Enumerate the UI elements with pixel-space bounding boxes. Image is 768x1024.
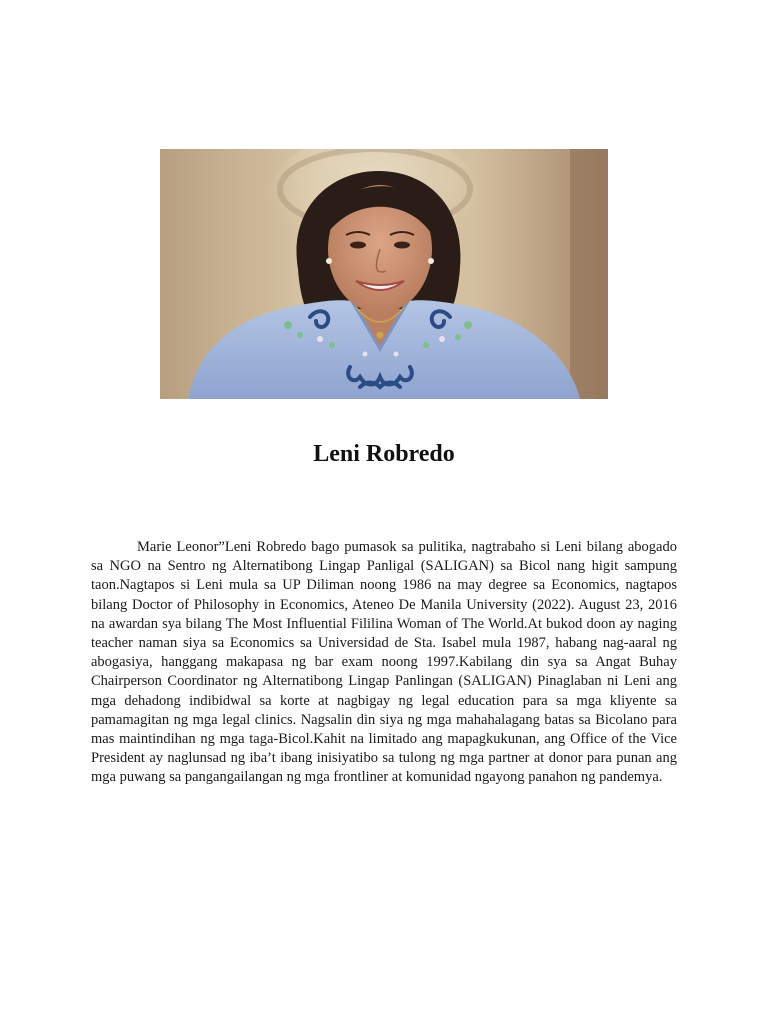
portrait-photo [160,149,608,399]
portrait-illustration [160,149,608,399]
biography-paragraph: Marie Leonor”Leni Robredo bago pumasok sa pulitika, nagtrabaho si Leni bilang abogado sa NGO na Sentro ng Alternatibong Lingap Panligal (SALIGAN) sa Bicol nang higit sampung taon.Nagtapos si Leni mula sa UP Diliman noong 1986 na may degree sa Economics, nagtapos bilang Doctor of Philosophy in Economics, Ateneo De Manila University (2022). August 23, 2016 na awardan sya bilang The Most Influential Fililina Woman of The World.At bukod doon ay naging teacher naman siya sa Economics sa Universidad de Sta. Isabel mula 1987, habang nag-aaral ng abogasiya, hanggang makapasa ng bar exam noong 1997.Kabilang din sya sa Angat Buhay Chairperson Coordinator ng Alternatibong Lingap Panlingan (SALIGAN) Pinaglaban ni Leni ang mga dehadong indibidwal sa korte at nagbigay ng legal education para sa mga kliyente sa pamamagitan ng mga legal clinics. Nagsalin din siya ng mga mahahalagang batas sa Bicolano para mas maintindihan ng mga taga-Bicol.Kahit na limitado ang mapagkukunan, ang Office of the Vice President ay naglunsad ng iba’t ibang inisiyatibo sa tulong ng mga partner at donor para punan ang mga puwang sa pangangailangan ng mga frontliner at komunidad ngayong panahon ng pandemya. [91,539,677,786]
page-title: Leni Robredo [313,441,455,467]
